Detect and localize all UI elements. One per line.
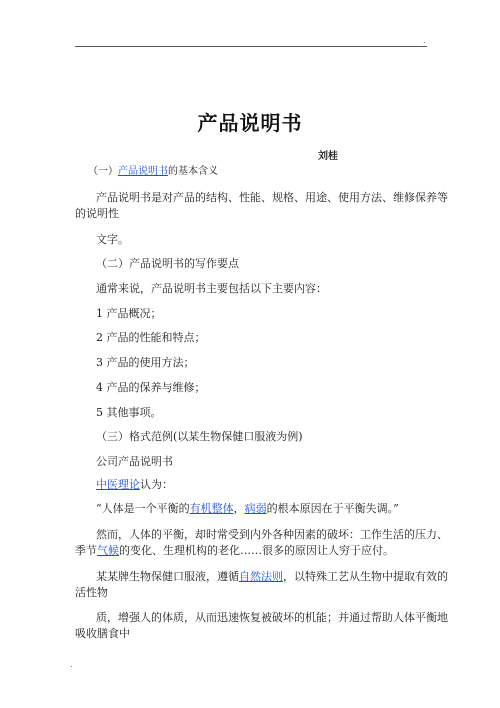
section-2-heading: （二）产品说明书的写作要点 bbox=[96, 257, 239, 270]
list-item: 2 产品的性能和特点； bbox=[96, 331, 206, 344]
para1-text-b: 的变化、生理机构的老化……很多的原因让人穷于应付。 bbox=[119, 544, 394, 557]
para1-text-a: 季节 bbox=[75, 544, 97, 557]
document-title: 产品说明书 bbox=[197, 111, 303, 135]
tcm-suffix: 认为： bbox=[140, 478, 173, 491]
para2-text-b: ，以特殊工艺从生物中提取有效的 bbox=[283, 570, 448, 583]
section-1-prefix: （一） bbox=[88, 166, 118, 177]
header-rule bbox=[75, 46, 427, 47]
tcm-line bbox=[96, 477, 173, 493]
section-1-suffix: 的基本含义 bbox=[168, 166, 218, 177]
product-manual-link[interactable]: 产品说明书 bbox=[118, 166, 168, 177]
header-mark: . bbox=[423, 36, 426, 45]
definition-line-2: 的说明性 bbox=[75, 207, 119, 220]
company-manual-heading: 公司产品说明书 bbox=[96, 455, 173, 468]
paragraph-1-line-2 bbox=[75, 543, 394, 559]
natural-law-link[interactable]: 自然法则 bbox=[239, 570, 283, 583]
quote-text-b: ， bbox=[233, 502, 245, 515]
list-item: 3 产品的使用方法； bbox=[96, 356, 195, 369]
list-item: 5 其他事项。 bbox=[96, 406, 162, 419]
quote-text-c: 的根本原因在于平衡失调。” bbox=[266, 502, 399, 515]
section-1-heading bbox=[88, 164, 218, 180]
definition-line-1: 产品说明书是对产品的结构、性能、规格、用途、使用方法、维修保养等 bbox=[96, 191, 448, 204]
paragraph-3-line-2: 吸收膳食中 bbox=[75, 627, 130, 640]
illness-link[interactable]: 病弱 bbox=[244, 502, 267, 515]
climate-link[interactable]: 气候 bbox=[97, 544, 119, 557]
list-item: 4 产品的保养与维修； bbox=[96, 381, 206, 394]
intro-text: 通常来说，产品说明书主要包括以下主要内容： bbox=[96, 282, 327, 295]
paragraph-1-line-1: 然而，人体的平衡，却时常受到内外各种因素的破坏：工作生活的压力、 bbox=[96, 528, 448, 541]
author-name: 刘桂 bbox=[318, 151, 338, 162]
organic-whole-link[interactable]: 有机整体 bbox=[189, 502, 234, 515]
tcm-theory-link[interactable]: 中医理论 bbox=[96, 478, 140, 491]
quote-text-a: “人体是一个平衡的 bbox=[96, 502, 190, 515]
paragraph-2-line-1 bbox=[96, 569, 448, 585]
paragraph-2-line-2: 活性物 bbox=[75, 586, 108, 599]
para2-text-a: 某某牌生物保健口服液，遵循 bbox=[96, 570, 239, 583]
list-item: 1 产品概况； bbox=[96, 307, 162, 320]
quote-line bbox=[96, 501, 399, 517]
section-3-heading: （三）格式范例(以某生物保健口服液为例) bbox=[96, 430, 303, 443]
footer-mark: . bbox=[70, 660, 73, 669]
definition-line-3: 文字。 bbox=[96, 233, 129, 246]
paragraph-3-line-1: 质，增强人的体质，从而迅速恢复被破坏的机能；并通过帮助人体平衡地 bbox=[96, 611, 448, 624]
